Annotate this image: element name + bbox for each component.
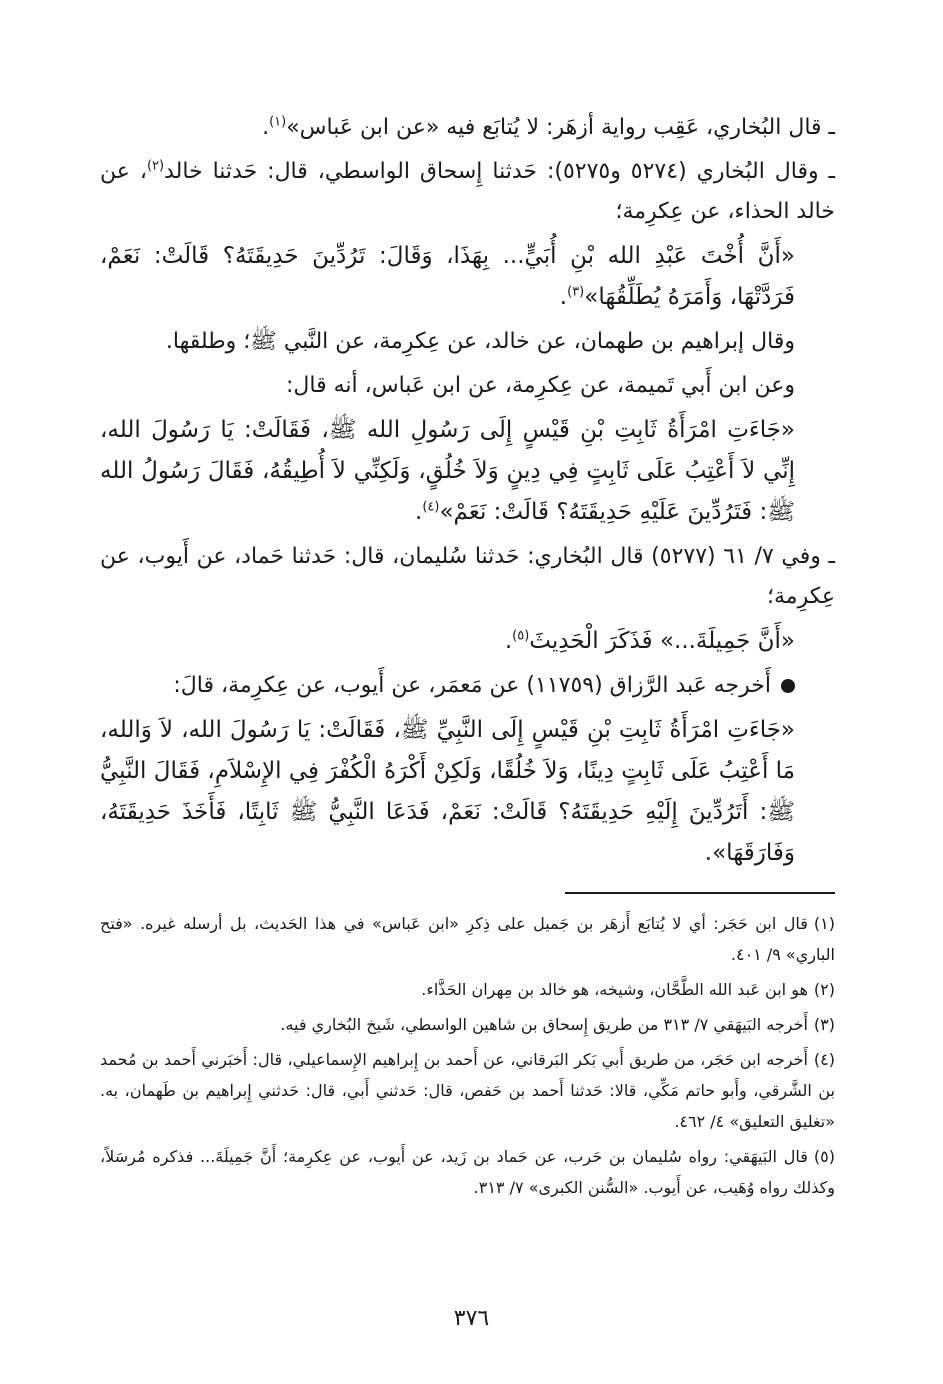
paragraph-5: وعن ابن أَبي تَميمة، عن عِكرِمة، عن ابن عَباس، أنه قال: xyxy=(286,373,795,398)
footnote-ref-1: (١) xyxy=(269,114,287,130)
footnote-5: (٥)قال البَيهَقي: رواه سُليمان بن حَرب، عن حَماد بن زَيد، عن أَيوب، عن عِكرِمة؛ أَنَّ جَمِيلَةَ... فذكره مُرسَلاً، وكذلك رواه وُهَيب، عن أَيوب. «السُّنن الكبرى» ٧/ ٣١٣. xyxy=(100,1147,835,1197)
document-page xyxy=(100,108,835,1207)
footnote-divider xyxy=(565,892,835,894)
paragraph-4: وقال إبراهيم بن طهمان، عن خالد، عن عِكرِمة، عن النَّبي ﷺ؛ وطلقها. xyxy=(165,329,795,354)
main-text xyxy=(100,108,835,874)
paragraph-1: ـ قال البُخاري، عَقِب رواية أزهَر: لا يُتابَع فيه «عن ابن عَباس»$^{(١)}$. xyxy=(262,114,835,140)
footnote-ref-4: (٤) xyxy=(422,499,440,515)
footnote-1: (١)قال ابن حَجَر: أي لا يُتابَع أَزهَر بن جَميل على ذِكرِ «ابن عَباس» في هذا الحَديث، بل أرسله غيره. «فتح الباري» ٩/ ٤٠١. xyxy=(100,914,835,964)
footnote-ref-2: (٢) xyxy=(146,158,165,174)
footnote-ref-5: (٥) xyxy=(512,628,530,644)
hadith-4: «جَاءَتِ امْرَأَةُ ثَابِتِ بْنِ قَيْسٍ إِلَى النَّبِيِّ ﷺ، فَقَالَتْ: يَا رَسُولَ الله، لاَ وَالله، مَا أَعْتِبُ عَلَى ثَابِتٍ دِينًا، وَلاَ خُلُقًا، وَلَكِنْ أَكْرَهُ الْكُفْرَ فِي الإِسْلاَمِ، فَقَالَ النَّبِيُّ ﷺ: أَتَرُدِّينَ إِلَيْهِ حَدِيقَتَهُ؟ قَالَتْ: نَعَمْ، فَدَعَا النَّبِيُّ ﷺ ثَابِتًا، فَأَخَذَ حَدِيقَتَهُ، وَفَارَقَهَا». xyxy=(99,717,795,866)
page-number: ٣٧٦ xyxy=(453,1306,490,1331)
footnotes xyxy=(100,908,835,1203)
footnote-2: (٢)هو ابن عَبد الله الطَّحَّان، وشيخه، هو خالد بن مِهران الحَذَّاء. xyxy=(421,980,835,999)
paragraph-7: ـ وفي ٧/ ٦١ (٥٢٧٧) قال البُخاري: حَدثنا سُليمان، قال: حَدثنا حَماد، عن أَيوب، عن عِكرِمة؛ xyxy=(100,544,836,609)
bullet-icon xyxy=(781,679,795,693)
paragraph-2: ـ وقال البُخاري (٥٢٧٤ و٥٢٧٥): حَدثنا إِسحاق الواسطي، قال: حَدثنا خالد$^{(٢)}$، عن خالد الحذاء، عن عِكرِمة؛ xyxy=(100,158,835,224)
paragraph-9: أَخرجه عَبد الرَّزاق (١١٧٥٩) عن مَعمَر، عن أَيوب، عن عِكرِمة، قالَ: xyxy=(100,666,835,706)
hadith-3: «أَنَّ جَمِيلَةَ...» فَذَكَرَ الْحَدِيثَ$^{(٥)}$. xyxy=(504,628,795,654)
hadith-1: «أَنَّ أُخْتَ عَبْدِ الله بْنِ أُبَيٍّ... بِهَذَا، وَقَالَ: تَرُدِّينَ حَدِيقَتَهُ؟ قَالَتْ: نَعَمْ، فَرَدَّتْهَا، وَأَمَرَهُ يُطَلِّقُهَا»$^{(٣)}$. xyxy=(100,243,795,310)
hadith-2: «جَاءَتِ امْرَأَةُ ثَابِتِ بْنِ قَيْسٍ إِلَى رَسُولِ الله ﷺ، فَقَالَتْ: يَا رَسُولَ الله، إِنِّي لاَ أَعْتِبُ عَلَى ثَابِتٍ فِي دِينٍ وَلاَ خُلُقٍ، وَلَكِنِّي لاَ أُطِيقُهُ، فَقَالَ رَسُولُ الله ﷺ: فَتَرُدِّينَ عَلَيْهِ حَدِيقَتَهُ؟ قَالَتْ: نَعَمْ»$^{(٤)}$. xyxy=(100,417,795,525)
footnote-3: (٣)أَخرجه البَيهَقي ٧/ ٣١٣ من طريق إِسحاق بن شاهين الواسطي، شَيخ البُخاري فيه. xyxy=(280,1015,835,1034)
footnote-ref-3: (٣) xyxy=(567,284,585,300)
footnote-4: (٤)أَخرجه ابن حَجَر، من طريق أَبي بَكر البَرقاني، عن أَحمد بن إِبراهيم الإِسماعيلي، قال: أَخبَرني أَحمد بن مُحمد بن الشَّرقي، وأَبو حاتم مَكِّي، قالا: حَدثنا أَحمد بن حَفص، قال: حَدثني أَبي، قال: حَدثني إِبراهيم بن طَهمان، به. «تغليق التعليق» ٤/ ٤٦٢. xyxy=(100,1050,835,1131)
